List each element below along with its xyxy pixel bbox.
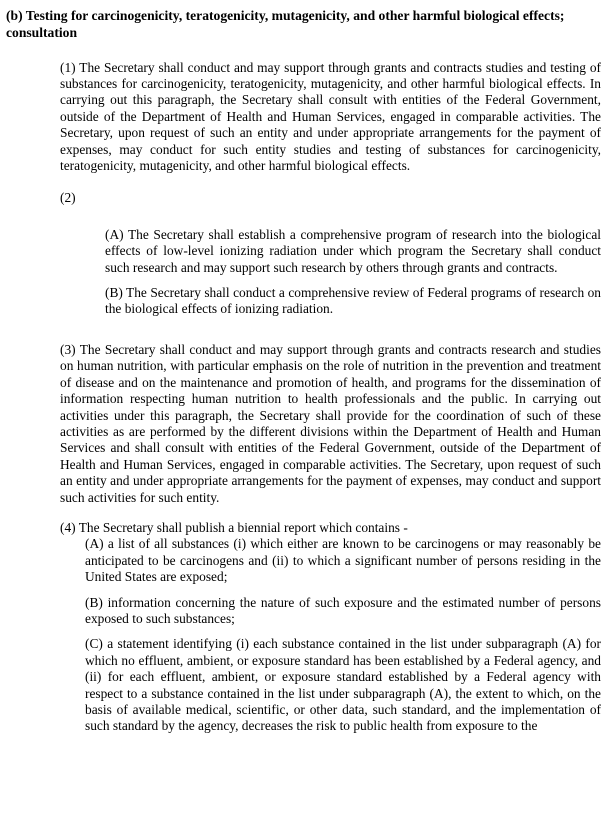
paragraph-3: (3) The Secretary shall conduct and may support through grants and contracts research and studies on human nutrition, with particular emphasis on the role of nutrition in the prevention and treatment of disease and on the maintenance and promotion of health, and programs for the dissemination of information respecting human nutrition to health professionals and the public. In carrying out activities under this paragraph, the Secretary shall provide for the coordination of such of these activities as are performed by the different divisions within the Department of Health and Human Services and shall consult with entities of the Federal Government, outside of the Department of Health and Human Services, engaged in comparable activities. The Secretary, upon request of such an entity and under appropriate arrangements for the payment of expenses, may conduct and support such activities for such entity.: [60, 341, 601, 505]
paragraph-2B: (B) The Secretary shall conduct a comprehensive review of Federal programs of research on the biological effects of ionizing radiation.: [105, 285, 601, 317]
section-heading: (b) Testing for carcinogenicity, teratogenicity, mutagenicity, and other harmful biological effects; consultation: [6, 8, 565, 40]
paragraph-4A: (A) a list of all substances (i) which either are known to be carcinogens or may reasonably be anticipated to be carcinogens and (ii) to which a significant number of persons residing in the United States are exposed;: [85, 536, 601, 585]
paragraph-1: (1) The Secretary shall conduct and may support through grants and contracts studies and testing of substances for carcinogenicity, teratogenicity, mutagenicity, and other harmful biological effects. In carrying out this paragraph, the Secretary shall consult with entities of the Federal Government, outside of the Department of Health and Human Services, engaged in comparable activities. The Secretary, upon request of such an entity and under appropriate arrangements for the payment of expenses, may conduct for such entity studies and testing of substances for carcinogenicity, teratogenicity, mutagenicity, and other harmful biological effects.: [60, 59, 601, 174]
paragraph-4B: (B) information concerning the nature of such exposure and the estimated number of persons exposed to such substances;: [85, 594, 601, 626]
paragraph-4C: (C) a statement identifying (i) each substance contained in the list under subparagraph (A) for which no effluent, ambient, or exposure standard has been established by a Federal agency, and (ii) for each effluent, ambient, or exposure standard established by a Federal agency with respect to a substance contained in the list under subparagraph (A), the extent to which, on the basis of available medical, scientific, or other data, such standard, and the implementation of such standard by the agency, decreases the risk to public health from exposure to the: [85, 636, 601, 734]
paragraph-4-intro: (4) The Secretary shall publish a biennial report which contains -: [60, 519, 408, 535]
paragraph-2-label: (2): [60, 190, 76, 206]
paragraph-2A: (A) The Secretary shall establish a comprehensive program of research into the biological effects of low-level ionizing radiation under which program the Secretary shall conduct such research and may support such research by others through grants and contracts.: [105, 226, 601, 275]
